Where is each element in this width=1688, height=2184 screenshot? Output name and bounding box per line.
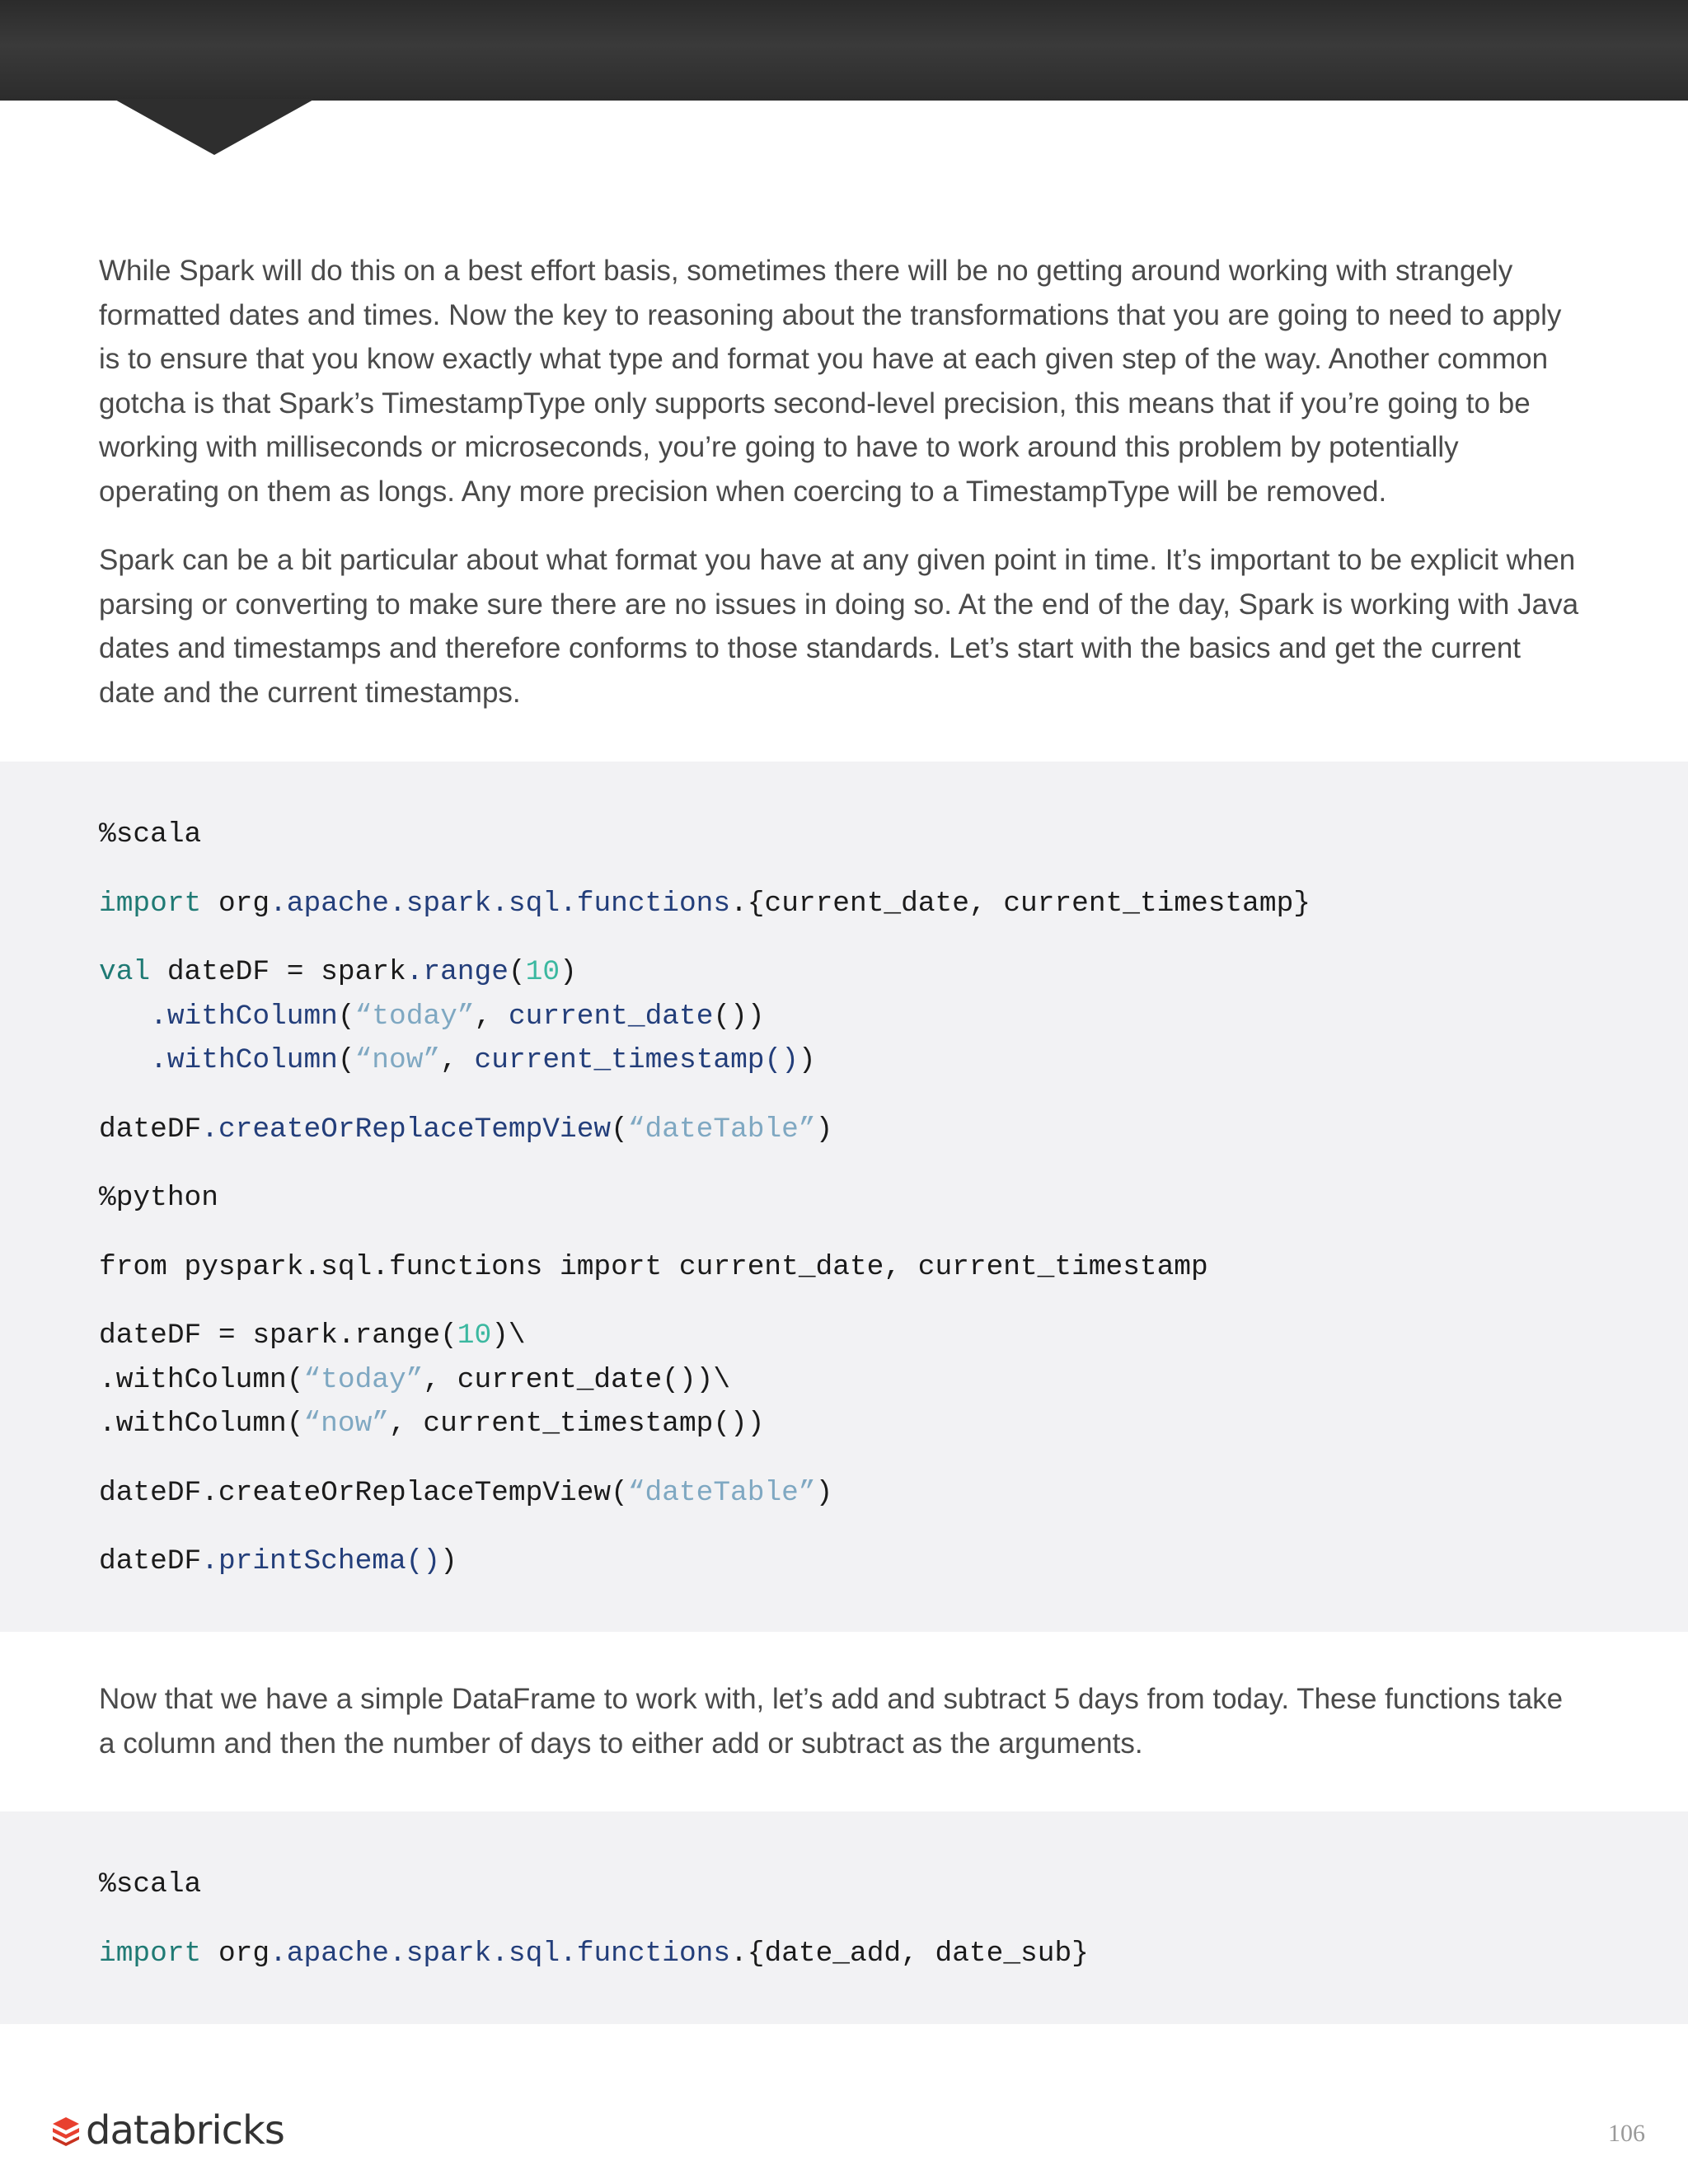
code-token: .withColumn( — [99, 1363, 304, 1396]
code-token: )\ — [491, 1319, 526, 1352]
code-line — [99, 1176, 1311, 1221]
code-token: ( — [508, 956, 526, 988]
code-token: .apache.spark.sql.functions — [270, 1937, 731, 1970]
code-token: ( — [337, 1000, 355, 1033]
header-notch — [114, 99, 315, 155]
code-listing-2 — [99, 1863, 1089, 1975]
code-token: dateDF — [99, 1545, 202, 1577]
code-line — [99, 950, 1311, 995]
paragraph-2: Spark can be a bit particular about what format you have at any given point in time. It’s important to be explicit when parsing or converting to make sure there are no issues in doing so. At the end of the day, Spark is working with Java dates and timestamps and therefore conforms to those standards. Let’s start with the basics and get the current date and the current timestamps. — [99, 544, 1579, 709]
import-keyword: import — [99, 887, 202, 920]
code-line — [99, 1038, 1311, 1083]
code-token: .{date_add, date_sub} — [730, 1937, 1089, 1970]
code-line — [99, 1108, 1311, 1152]
code-token: , current_timestamp()) — [388, 1408, 765, 1440]
code-token: current_date — [508, 1000, 714, 1033]
header-banner — [0, 0, 1688, 101]
code-token: current_timestamp() — [474, 1044, 799, 1076]
code-token: dateDF = spark.range( — [99, 1319, 457, 1352]
code-token: .{current_date, current_timestamp} — [730, 887, 1311, 920]
code-token: dateDF.createOrReplaceTempView( — [99, 1476, 628, 1509]
code-token: .withColumn — [150, 1044, 338, 1076]
code-string: “today” — [354, 1000, 475, 1033]
code-line — [99, 1471, 1311, 1516]
code-line — [99, 995, 1311, 1039]
code-string: “dateTable” — [627, 1476, 816, 1509]
code-indent — [99, 1001, 150, 1033]
code-token: dateDF — [99, 1113, 202, 1146]
code-number: 10 — [525, 956, 560, 988]
between-text — [99, 1677, 1582, 1765]
code-line — [99, 1358, 1311, 1403]
code-token: from pyspark.sql.functions import current_date, current_timestamp — [99, 1250, 1208, 1283]
code-listing-1 — [99, 813, 1311, 1584]
python-tag: %python — [99, 1182, 218, 1214]
code-line — [99, 1245, 1311, 1290]
code-block-2 — [0, 1811, 1688, 2024]
code-string: “now” — [354, 1044, 441, 1076]
val-keyword: val — [99, 956, 151, 988]
logo-wordmark: databricks — [86, 2107, 284, 2154]
code-token: ) — [815, 1476, 833, 1509]
databricks-icon — [49, 2114, 82, 2147]
code-string: “now” — [303, 1408, 389, 1440]
code-token: org — [218, 1937, 270, 1970]
scala-tag: %scala — [99, 818, 202, 851]
paragraph-3: Now that we have a simple DataFrame to work with, let’s add and subtract 5 days from today. These functions take a column and then the number of days to either add or subtract as the arguments. — [99, 1683, 1564, 1760]
code-line — [99, 813, 1311, 857]
code-token: ) — [440, 1545, 457, 1577]
code-line — [99, 1314, 1311, 1358]
code-line — [99, 1402, 1311, 1446]
databricks-logo — [49, 2107, 284, 2154]
code-line — [99, 1863, 1089, 1907]
code-token: ( — [611, 1113, 628, 1146]
code-token: org — [218, 887, 270, 920]
code-token: dateDF = spark — [150, 956, 406, 988]
paragraph-1: While Spark will do this on a best effort basis, sometimes there will be no getting around working with strangely formatted dates and times. Now the key to reasoning about the transformations that you are going to need to apply is to ensure that you know exactly what type and format you have at each given step of the way. Another common gotcha is that Spark’s TimestampType only supports second-level precision, this means that if you’re going to be working with milliseconds or microseconds, you’re going to have to work around this problem by potentially operating on them as longs. Any more precision when coercing to a TimestampType will be removed. — [99, 255, 1562, 508]
code-token: .createOrReplaceTempView — [201, 1113, 612, 1146]
code-indent — [99, 1044, 150, 1076]
code-token: ) — [560, 956, 577, 988]
import-keyword: import — [99, 1937, 202, 1970]
code-token: , — [440, 1044, 475, 1076]
code-token: .apache.spark.sql.functions — [270, 887, 731, 920]
code-token: ()) — [713, 1000, 765, 1033]
code-number: 10 — [457, 1319, 492, 1352]
code-token: , — [474, 1000, 509, 1033]
code-line — [99, 1932, 1089, 1976]
code-token: .printSchema() — [201, 1545, 441, 1577]
code-token: .range — [406, 956, 509, 988]
code-token: , current_date())\ — [423, 1363, 731, 1396]
code-string: “dateTable” — [627, 1113, 816, 1146]
code-token: .withColumn — [150, 1000, 338, 1033]
code-token: .withColumn( — [99, 1408, 304, 1440]
intro-text — [99, 249, 1582, 715]
scala-tag: %scala — [99, 1868, 202, 1900]
code-string: “today” — [303, 1363, 424, 1396]
code-token: ) — [798, 1044, 816, 1076]
page-number: 106 — [1608, 2120, 1645, 2147]
code-line — [99, 882, 1311, 926]
code-token: ( — [337, 1044, 355, 1076]
code-line — [99, 1540, 1311, 1584]
code-block-1 — [0, 762, 1688, 1632]
code-token: ) — [815, 1113, 833, 1146]
